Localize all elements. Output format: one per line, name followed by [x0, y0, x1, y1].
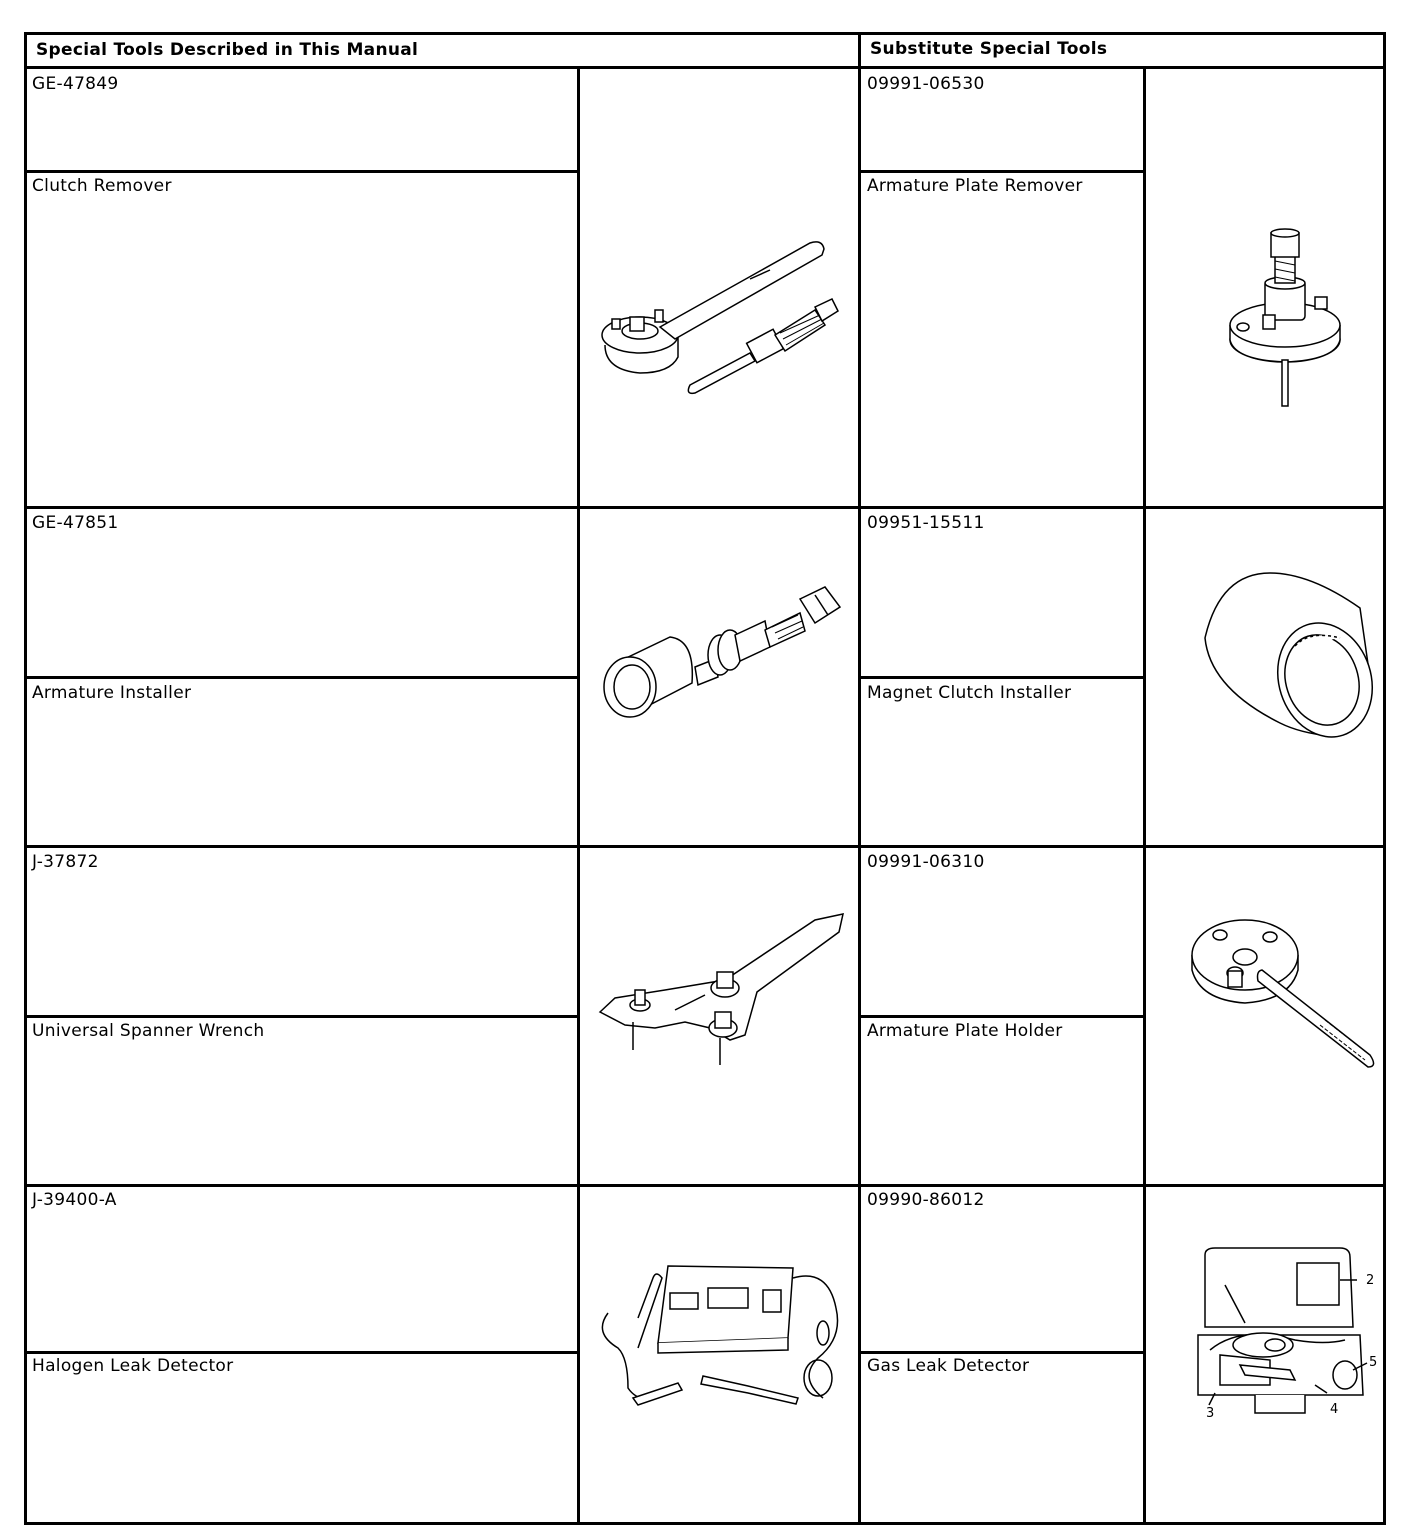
tool-number: GE-47851 [32, 513, 119, 533]
substitute-number: 09991-06310 [867, 852, 985, 872]
tool-name: Halogen Leak Detector [32, 1356, 234, 1376]
armature-plate-holder-illustration [1190, 915, 1380, 1075]
cell-divider [861, 676, 1143, 679]
row-divider [27, 506, 1383, 509]
cell-divider [27, 1015, 577, 1018]
substitute-name: Gas Leak Detector [867, 1356, 1030, 1376]
tool-number: J-37872 [32, 852, 99, 872]
substitute-name: Armature Plate Remover [867, 176, 1083, 196]
tool-name: Clutch Remover [32, 176, 172, 196]
cell-divider [861, 170, 1143, 173]
armature-plate-remover-illustration [1225, 225, 1345, 415]
header-special-tools: Special Tools Described in This Manual [36, 40, 419, 60]
substitute-name: Magnet Clutch Installer [867, 683, 1072, 703]
column-divider [858, 35, 861, 1522]
substitute-number: 09991-06530 [867, 74, 985, 94]
spanner-wrench-illustration [595, 910, 850, 1075]
row-divider [27, 845, 1383, 848]
magnet-clutch-installer-illustration [1200, 568, 1380, 748]
callout-5: 5 [1369, 1355, 1378, 1370]
callout-2: 2 [1366, 1273, 1375, 1288]
halogen-leak-detector-illustration [598, 1258, 843, 1413]
armature-installer-illustration [600, 575, 845, 745]
header-substitute-tools: Substitute Special Tools [870, 39, 1108, 59]
cell-divider [861, 1351, 1143, 1354]
column-divider [1143, 66, 1146, 1522]
tool-number: J-39400-A [32, 1190, 117, 1210]
cell-divider [861, 1015, 1143, 1018]
substitute-name: Armature Plate Holder [867, 1021, 1063, 1041]
row-divider [27, 1184, 1383, 1187]
clutch-remover-illustration [600, 235, 850, 405]
tool-name: Universal Spanner Wrench [32, 1021, 265, 1041]
substitute-number: 09990-86012 [867, 1190, 985, 1210]
tool-name: Armature Installer [32, 683, 192, 703]
callout-4: 4 [1330, 1402, 1339, 1417]
cell-divider [27, 170, 577, 173]
column-divider [577, 66, 580, 1522]
header-divider [27, 66, 1383, 69]
tool-number: GE-47849 [32, 74, 119, 94]
gas-leak-detector-illustration [1195, 1245, 1385, 1420]
substitute-number: 09951-15511 [867, 513, 985, 533]
callout-3: 3 [1206, 1406, 1215, 1421]
cell-divider [27, 1351, 577, 1354]
cell-divider [27, 676, 577, 679]
